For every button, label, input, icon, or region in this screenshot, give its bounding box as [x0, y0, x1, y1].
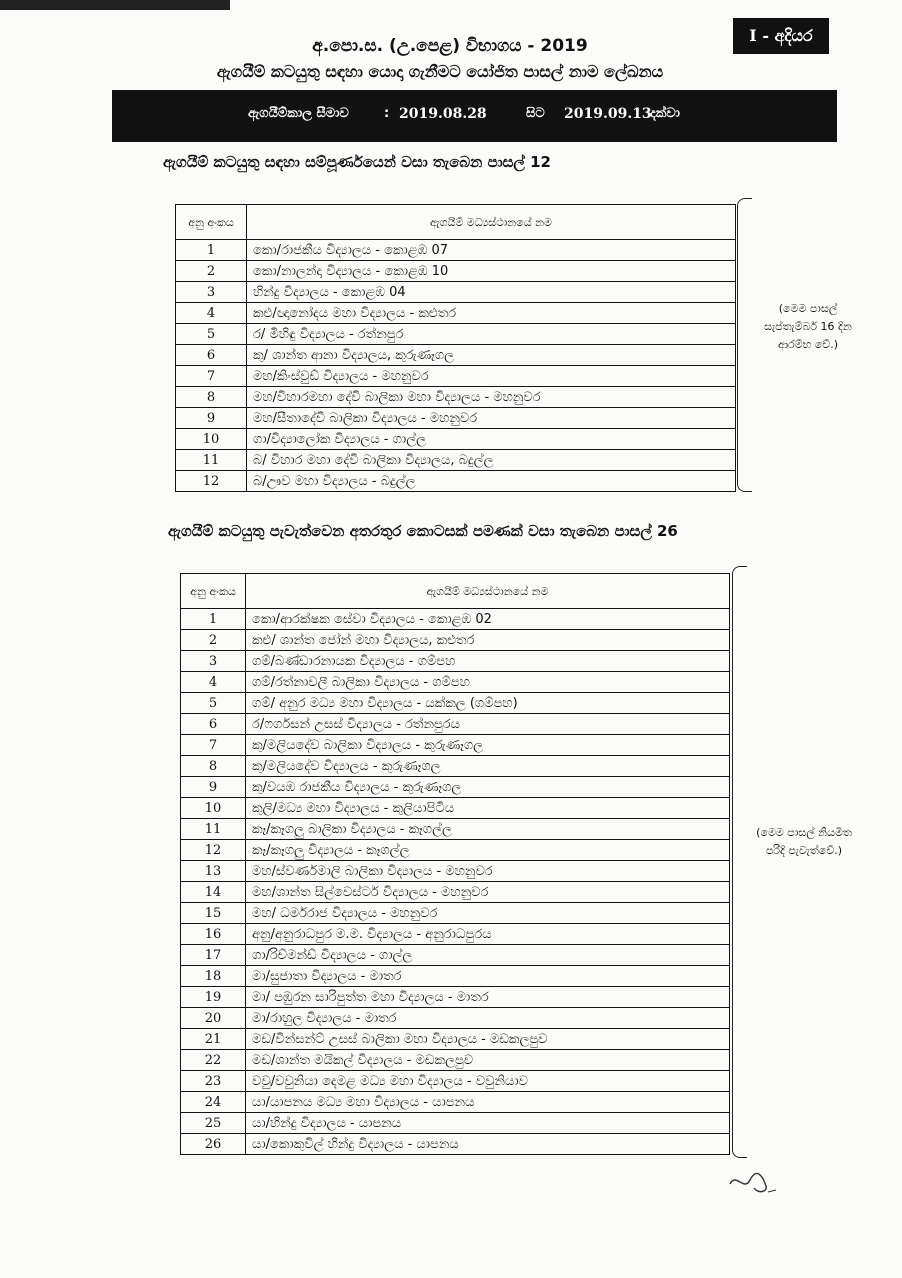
- period-separator: :: [384, 106, 390, 121]
- table-row: [181, 1134, 730, 1155]
- table-row: [181, 882, 730, 903]
- school-name: මහ/ ධර්මරාජ විද්‍යාලය - මහනුවර: [246, 903, 730, 924]
- evaluation-period-band: [112, 90, 837, 142]
- table-row: [176, 450, 736, 471]
- table-row: [176, 387, 736, 408]
- school-name: මහ/කිංස්වුඩ් විද්‍යාලය - මහනුවර: [247, 366, 736, 387]
- row-number: 10: [181, 798, 246, 819]
- table-row: [181, 1029, 730, 1050]
- table-row: [176, 282, 736, 303]
- school-name: මා/ පඹුරන සාරිපුත්ත මහා විද්‍යාලය - මාතර: [246, 987, 730, 1008]
- row-number: 10: [176, 429, 247, 450]
- table-row: [176, 429, 736, 450]
- row-number: 8: [176, 387, 247, 408]
- stage-badge: I - අදියර: [733, 18, 829, 54]
- school-name: කො/ආරක්ෂක සේවා විද්‍යාලය - කොළඹ 02: [246, 609, 730, 630]
- table-row: [181, 798, 730, 819]
- school-name: ගම්/ අනුර මධ්‍ය මහා විද්‍යාලය - යක්කල (ගම්පහ): [246, 693, 730, 714]
- table-row: [181, 903, 730, 924]
- school-name: බ/ඌව මහා විද්‍යාලය - බදුල්ල: [247, 471, 736, 492]
- school-name: ගා/විද්‍යාලෝක විද්‍යාලය - ගාල්ල: [247, 429, 736, 450]
- table-row: [181, 1113, 730, 1134]
- row-number: 16: [181, 924, 246, 945]
- school-name: ගම්/රත්නාවලී බාලිකා විද්‍යාලය - ගම්පහ: [246, 672, 730, 693]
- school-name: කො/රාජකීය විද්‍යාලය - කොළඹ 07: [247, 240, 736, 261]
- table-row: [176, 240, 736, 261]
- section1-heading: ඇගයීම් කටයුතු සඳහා සම්පූර්ණයෙන් වසා තැබෙන පාසල් 12: [163, 153, 551, 171]
- table-row: [181, 609, 730, 630]
- table-header-row: [176, 205, 736, 240]
- row-number: 1: [176, 240, 247, 261]
- school-name: කෑ/කෑගලු විද්‍යාලය - කෑගල්ල: [246, 840, 730, 861]
- table-row: [181, 756, 730, 777]
- school-name: යා/හින්දු විද්‍යාලය - යාපනය: [246, 1113, 730, 1134]
- school-name: මා/රාහුල විද්‍යාලය - මාතර: [246, 1008, 730, 1029]
- table-row: [181, 651, 730, 672]
- school-name: ගම්/බණ්ඩාරනායක විද්‍යාලය - ගම්පහ: [246, 651, 730, 672]
- table-row: [181, 735, 730, 756]
- column-header-number: අනු අංකය: [176, 205, 247, 240]
- row-number: 17: [181, 945, 246, 966]
- school-name: ර/ෆර්ගසන් උසස් විද්‍යාලය - රත්නපුරය: [246, 714, 730, 735]
- period-from-word: සිට: [526, 106, 545, 121]
- row-number: 7: [181, 735, 246, 756]
- column-header-number: අනු අංකය: [181, 574, 246, 609]
- table-row: [181, 1092, 730, 1113]
- table-row: [176, 324, 736, 345]
- partially-closed-schools-table: [180, 573, 730, 1155]
- row-number: 22: [181, 1050, 246, 1071]
- document-title: ඇගයීම් කටයුතු සඳහා යොදා ගැනීමට යෝජිත පාසල් නාම ලේඛනය: [216, 62, 664, 81]
- row-number: 3: [181, 651, 246, 672]
- row-number: 23: [181, 1071, 246, 1092]
- table-row: [181, 987, 730, 1008]
- row-number: 6: [176, 345, 247, 366]
- school-name: කු/මලියදේව විද්‍යාලය - කුරුණෑගල: [246, 756, 730, 777]
- school-name: මහ/විහාරමහා දේවි බාලිකා මහා විද්‍යාලය - මහනුවර: [247, 387, 736, 408]
- row-number: 20: [181, 1008, 246, 1029]
- school-name: බ/ විහාර මහා දේවි බාලිකා විද්‍යාලය, බදුල්ල: [247, 450, 736, 471]
- table-row: [181, 861, 730, 882]
- school-name: කුලි/මධ්‍ය මහා විද්‍යාලය - කුලියාපිටිය: [246, 798, 730, 819]
- row-number: 11: [176, 450, 247, 471]
- school-name: අනු/අනුරාධපුර ම.ම. විද්‍යාලය - අනුරාධපුරය: [246, 924, 730, 945]
- row-number: 13: [181, 861, 246, 882]
- school-name: මහ/සීතාදේවි බාලිකා විද්‍යාලය - මහනුවර: [247, 408, 736, 429]
- section2-note: (මෙම පාසල් නියමිත පරිදි පැවැත්වේ.): [756, 826, 852, 857]
- row-number: 6: [181, 714, 246, 735]
- row-number: 14: [181, 882, 246, 903]
- fully-closed-schools-table: [175, 204, 736, 492]
- row-number: 9: [176, 408, 247, 429]
- column-header-centre-name: ඇගයීම් මධ්‍යස්ථානයේ නම: [247, 205, 736, 240]
- table-row: [181, 1008, 730, 1029]
- row-number: 2: [181, 630, 246, 651]
- table-row: [181, 840, 730, 861]
- row-number: 11: [181, 819, 246, 840]
- table-row: [176, 471, 736, 492]
- row-number: 9: [181, 777, 246, 798]
- row-number: 5: [176, 324, 247, 345]
- table-row: [176, 303, 736, 324]
- row-number: 8: [181, 756, 246, 777]
- department-title: අ.පො.ස. (උ.පෙළ) විභාගය - 2019: [312, 36, 588, 56]
- school-name: මඩ/වින්සන්ට් උසස් බාලිකා මහා විද්‍යාලය - මඩකලපුව: [246, 1029, 730, 1050]
- row-number: 12: [181, 840, 246, 861]
- table-row: [176, 366, 736, 387]
- table-header-row: [181, 574, 730, 609]
- school-name: කෑ/කෑගලු බාලිකා විද්‍යාලය - කෑගල්ල: [246, 819, 730, 840]
- table-row: [176, 345, 736, 366]
- row-number: 4: [176, 303, 247, 324]
- school-name: යා/කොකුවිල් හින්දු විද්‍යාලය - යාපනය: [246, 1134, 730, 1155]
- school-name: මඩ/ශාන්ත මයිකල් විද්‍යාලය - මඩකලපුව: [246, 1050, 730, 1071]
- school-name: ගා/රිච්මන්ඩ් විද්‍යාලය - ගාල්ල: [246, 945, 730, 966]
- school-name: කළු/ ශාන්ත ජෝන් මහා විද්‍යාලය, කළුතර: [246, 630, 730, 651]
- table-row: [181, 1050, 730, 1071]
- school-name: කු/මලියදේව බාලිකා විද්‍යාලය - කුරුණෑගල: [246, 735, 730, 756]
- row-number: 5: [181, 693, 246, 714]
- row-number: 21: [181, 1029, 246, 1050]
- period-end-date: 2019.09.13: [564, 106, 652, 122]
- school-name: ර/ මිහිඳු විද්‍යාලය - රත්නපුර: [247, 324, 736, 345]
- table-row: [181, 777, 730, 798]
- row-number: 4: [181, 672, 246, 693]
- scan-edge-mark: [0, 0, 230, 10]
- table-row: [181, 714, 730, 735]
- school-name: වවු/වවුනියා දෙමළ මධ්‍ය මහා විද්‍යාලය - වවුනියාව: [246, 1071, 730, 1092]
- table-row: [176, 408, 736, 429]
- period-to-word: දක්වා: [650, 106, 680, 121]
- school-name: යා/යාපනය මධ්‍ය මහා විද්‍යාලය - යාපනය: [246, 1092, 730, 1113]
- table-row: [181, 693, 730, 714]
- row-number: 7: [176, 366, 247, 387]
- section1-brace: [737, 198, 752, 492]
- row-number: 18: [181, 966, 246, 987]
- school-name: මහ/ස්වර්ණමාලි බාලිකා විද්‍යාලය - මහනුවර: [246, 861, 730, 882]
- period-start-date: 2019.08.28: [399, 106, 487, 122]
- table-row: [181, 630, 730, 651]
- school-name: කො/නාලන්දා විද්‍යාලය - කොළඹ 10: [247, 261, 736, 282]
- table-row: [181, 924, 730, 945]
- school-name: මා/සුජාතා විද්‍යාලය - මාතර: [246, 966, 730, 987]
- table-row: [181, 672, 730, 693]
- section1-note: (මෙම පාසල් සැප්තැම්බර් 16 දින ආරම්භ වේ.): [764, 302, 852, 351]
- table-row: [181, 945, 730, 966]
- school-name: කු/වයඹ රාජකීය විද්‍යාලය - කුරුණෑගල: [246, 777, 730, 798]
- row-number: 26: [181, 1134, 246, 1155]
- school-name: හින්දු විද්‍යාලය - කොළඹ 04: [247, 282, 736, 303]
- row-number: 19: [181, 987, 246, 1008]
- row-number: 3: [176, 282, 247, 303]
- row-number: 1: [181, 609, 246, 630]
- period-label: ඇගයීම්කාල සීමාව: [248, 106, 349, 121]
- section2-heading: ඇගයීම් කටයුතු පැවැත්වෙන අතරතුර කොටසක් පමණක් වසා තැබෙන පාසල් 26: [168, 522, 678, 540]
- row-number: 12: [176, 471, 247, 492]
- signature-mark: [722, 1162, 782, 1202]
- table-row: [176, 261, 736, 282]
- school-name: කළු/ඥානෝදය මහා විද්‍යාලය - කළුතර: [247, 303, 736, 324]
- column-header-centre-name: ඇගයීම් මධ්‍යස්ථානයේ නම: [246, 574, 730, 609]
- row-number: 2: [176, 261, 247, 282]
- table-row: [181, 819, 730, 840]
- table-row: [181, 966, 730, 987]
- school-name: කු/ ශාන්ත ආනා විද්‍යාලය, කුරුණෑගල: [247, 345, 736, 366]
- row-number: 25: [181, 1113, 246, 1134]
- row-number: 24: [181, 1092, 246, 1113]
- section2-brace: [732, 566, 747, 1158]
- table-row: [181, 1071, 730, 1092]
- school-name: මහ/ශාන්ත සිල්වෙස්ටර් විද්‍යාලය - මහනුවර: [246, 882, 730, 903]
- row-number: 15: [181, 903, 246, 924]
